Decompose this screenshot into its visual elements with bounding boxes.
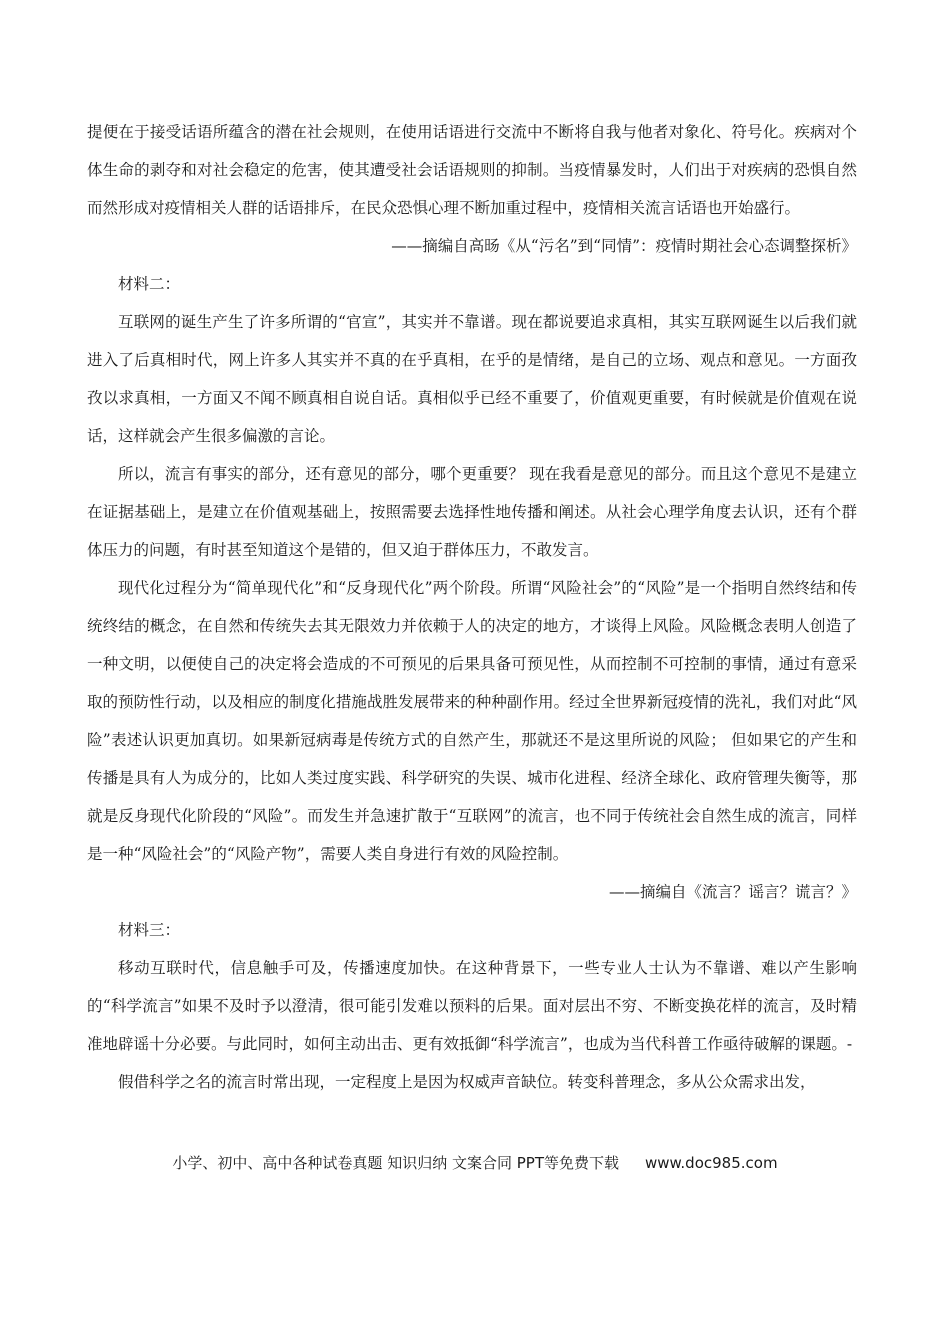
source-citation: ——摘编自高旸《从“污名”到“同情”：疫情时期社会心态调整探析》: [391, 237, 857, 255]
paragraph: 移动互联时代，信息触手可及，传播速度加快。在这种背景下，一些专业人士认为不靠谱、难以产生影响的“科学流言”如果不及时予以澄清，很可能引发难以预料的后果。面对层出不穷、不断变换花样的流言，及时精准地辟谣十分必要。与此同时，如何主动出击、更有效抵御“科学流言”，也成为当代科普工作亟待破解的课题。-: [87, 959, 857, 1053]
page-footer: [0, 1152, 950, 1173]
paragraph: 互联网的诞生产生了许多所谓的“官宣”，其实并不靠谱。现在都说要追求真相，其实互联网诞生以后我们就进入了后真相时代，网上许多人其实并不真的在乎真相，在乎的是情绪，是自己的立场、观点和意见。一方面孜孜以求真相，一方面又不闻不顾真相自说自话。真相似乎已经不重要了，价值观更重要，有时候就是价值观在说话，这样就会产生很多偏激的言论。: [87, 313, 857, 445]
footer-url[interactable]: www.doc985.com: [644, 1154, 778, 1172]
paragraph: 所以，流言有事实的部分，还有意见的部分，哪个更重要？ 现在我看是意见的部分。而且这个意见不是建立在证据基础上，是建立在价值观基础上，按照需要去选择性地传播和阐述。从社会心理学角度去认识，还有个群体压力的问题，有时甚至知道这个是错的，但又迫于群体压力，不敢发言。: [87, 465, 857, 559]
paragraph: 假借科学之名的流言时常出现，一定程度上是因为权威声音缺位。转变科普理念，多从公众需求出发，: [118, 1073, 816, 1091]
paragraph: 提便在于接受话语所蕴含的潜在社会规则，在使用话语进行交流中不断将自我与他者对象化、符号化。疾病对个体生命的剥夺和对社会稳定的危害，使其遭受社会话语规则的抑制。当疫情暴发时，人们出于对疾病的恐惧自然而然形成对疫情相关人群的话语排斥，在民众恐惧心理不断加重过程中，疫情相关流言话语也开始盛行。: [87, 123, 857, 217]
footer-text: 小学、初中、高中各种试卷真题 知识归纳 文案合同 PPT等免费下载: [172, 1154, 619, 1172]
source-citation: ——摘编自《流言？谣言？谎言？》: [608, 883, 857, 901]
document-body: [87, 113, 857, 1101]
paragraph: 现代化过程分为“简单现代化”和“反身现代化”两个阶段。所谓“风险社会”的“风险”是一个指明自然终结和传统终结的概念，在自然和传统失去其无限效力并依赖于人的决定的地方，才谈得上风险。风险概念表明人创造了一种文明，以便使自己的决定将会造成的不可预见的后果具备可预见性，从而控制不可控制的事情，通过有意采取的预防性行动，以及相应的制度化措施战胜发展带来的种种副作用。经过全世界新冠疫情的洗礼，我们对此“风险”表述认识更加真切。如果新冠病毒是传统方式的自然产生，那就还不是这里所说的风险； 但如果它的产生和传播是具有人为成分的，比如人类过度实践、科学研究的失误、城市化进程、经济全球化、政府管理失衡等，那就是反身现代化阶段的“风险”。而发生并急速扩散于“互联网”的流言，也不同于传统社会自然生成的流言，同样是一种“风险社会”的“风险产物”，需要人类自身进行有效的风险控制。: [87, 579, 857, 863]
section-heading: 材料二：: [118, 275, 181, 293]
section-heading: 材料三：: [118, 921, 181, 939]
